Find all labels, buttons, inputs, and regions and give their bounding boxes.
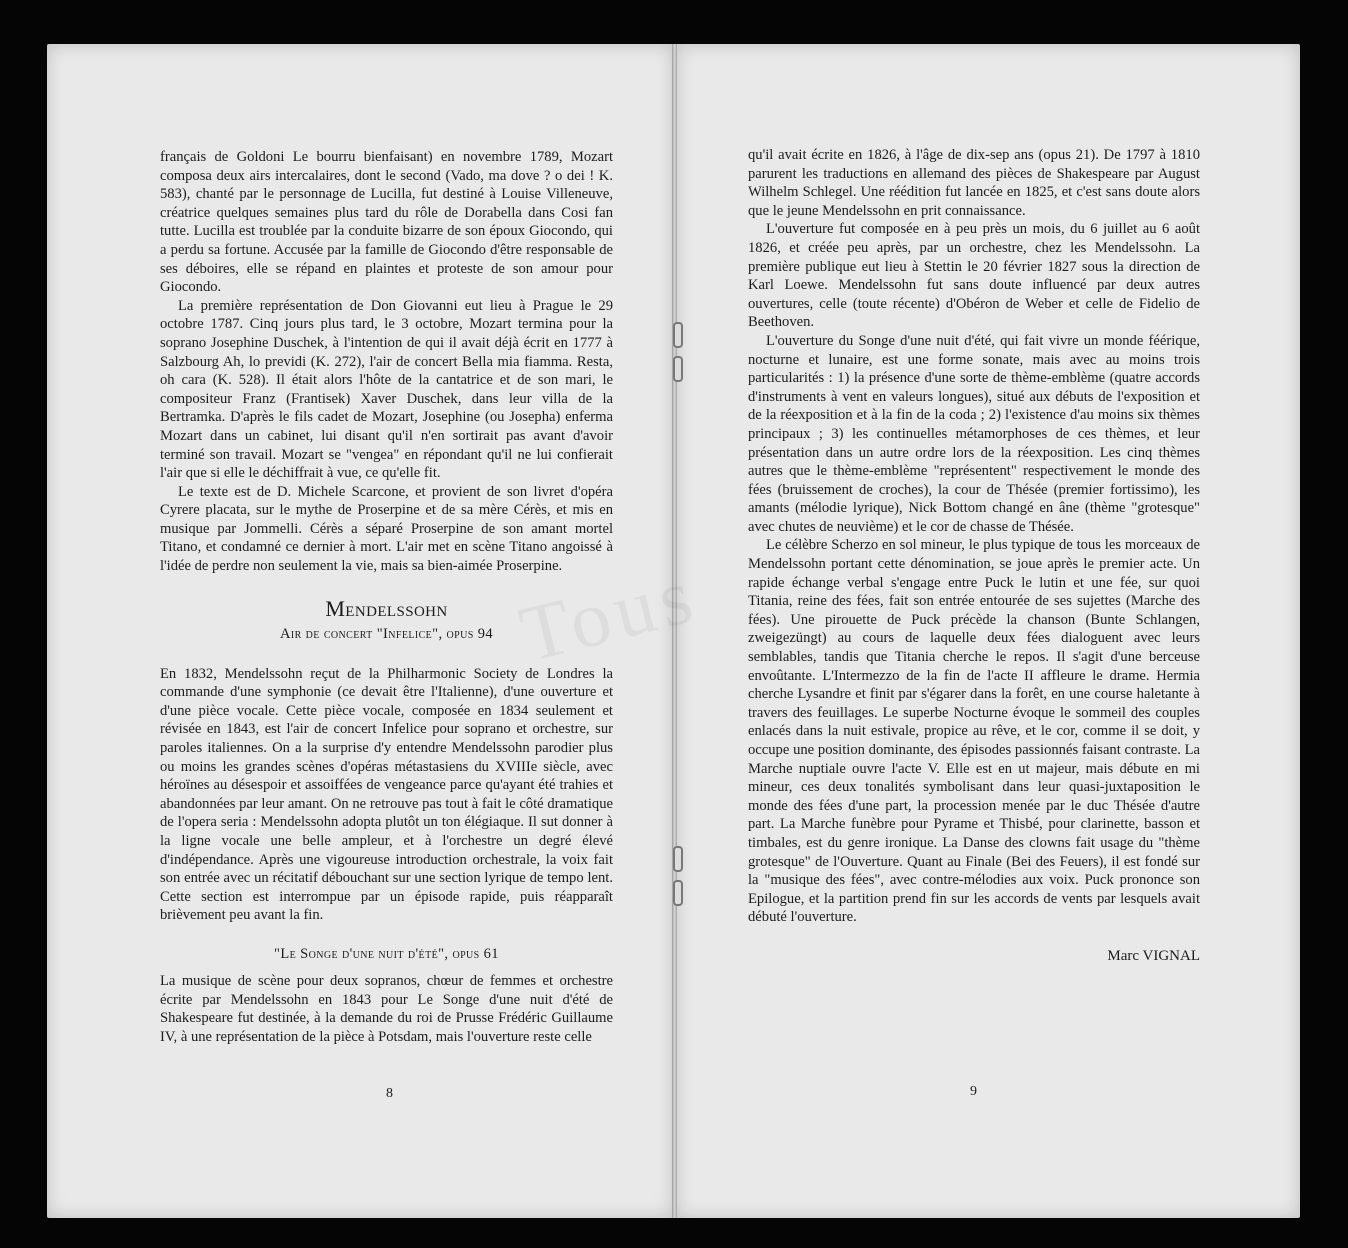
- paragraph: qu'il avait écrite en 1826, à l'âge de dix-sep ans (opus 21). De 1797 à 1810 parurent les traductions en allemand des pièces de Shakespeare par August Wilhelm Schlegel. Une réédition fut lancée en 1825, et c'est sans doute alors que le jeune Mendelssohn en prit connaissance.: [748, 147, 1200, 219]
- section-heading: Mendelssohn: [325, 595, 448, 621]
- staple-icon: [673, 846, 683, 872]
- author-signature: Marc VIGNAL: [1107, 947, 1200, 964]
- paragraph: Le texte est de D. Michele Scarcone, et provient de son livret d'opéra Cyrere placata, sur le mythe de Proserpine et de sa mère Cérès, et mis en musique par Jommelli. Cérès a séparé Proserpine de son amant mortel Titano, et condamné ce dernier à mort. L'air met en scène Titano angoissé à l'idée de perdre non seulement la vie, mais sa bien-aimée Proserpine.: [160, 483, 613, 575]
- section-subheading: "Le Songe d'une nuit d'été", opus 61: [274, 945, 499, 962]
- paragraph: La première représentation de Don Giovanni eut lieu à Prague le 29 octobre 1787. Cinq jours plus tard, le 3 octobre, Mozart termina pour la soprano Josephine Duschek, à l'intention de qui il avait déjà écrit en 1777 à Salzbourg Ah, lo previdi (K. 272), l'air de concert Bella mia fiamma. Resta, oh cara (K. 528). Il était alors l'hôte de la cantatrice et de son mari, le compositeur Franz (Frantisek) Xaver Duschek, dans leur villa de la Bertramka. D'après le fils cadet de Mozart, Josephine (ou Josepha) enferma Mozart dans un cabinet, lui disant qu'il n'en sortirait pas avant d'avoir terminé son travail. Mozart se "vengea" en répondant qu'il ne lui confierait l'air que si elle le déchiffrait à vue, ce qu'elle fit.: [160, 297, 613, 482]
- staple-icon: [673, 356, 683, 382]
- right-text-column: [748, 146, 1200, 966]
- staple-icon: [673, 880, 683, 906]
- left-text-column: [160, 148, 613, 1046]
- paragraph: L'ouverture fut composée en à peu près un mois, du 6 juillet au 6 août 1826, et créée peu après, par un orchestre, chez les Mendelssohn. La première publique eut lieu à Stettin le 20 février 1827 sous la direction de Karl Loewe. Mendelssohn fut sans doute influencé par deux autres ouvertures, celle (toute récente) d'Obéron de Weber et celle de Fidelio de Beethoven.: [748, 221, 1200, 331]
- paragraph: La musique de scène pour deux sopranos, chœur de femmes et orchestre écrite par Mendelssohn en 1843 pour Le Songe d'une nuit d'été de Shakespeare fut destinée, à la demande du roi de Prusse Frédéric Guillaume IV, à une représentation de la pièce à Potsdam, mais l'ouverture reste celle: [160, 972, 613, 1045]
- paragraph: L'ouverture du Songe d'une nuit d'été, qui fait vivre un monde féérique, nocturne et lunaire, est une forme sonate, mais avec au moins trois particularités : 1) la présence d'une sorte de thème-emblème (quatre accords d'instruments à vent en valeurs longues), situé aux débuts de l'exposition et de la réexposition et à la fin de la coda ; 2) l'existence d'au moins six thèmes principaux ; 3) les continuelles métamorphoses de ces thèmes, et leur présentation dans un autre ordre lors de la réexposition. Les cinq thèmes autres que le thème-emblème "représentent" respectivement le monde des fées (bruissement de croches), la cour de Thésée (premier fortissimo), les amants (mélodie lyrique), Nick Bottom changé en âne (thème "grotesque" avec chutes de neuvième) et le cor de chasse de Thésée.: [748, 332, 1200, 535]
- page-number: 8: [386, 1086, 393, 1101]
- watermark: Tous: [511, 550, 707, 680]
- paragraph: En 1832, Mendelssohn reçut de la Philharmonic Society de Londres la commande d'une symphonie (ce devait être l'Italienne), d'une ouverture et d'une pièce vocale. Cette pièce vocale, composée en 1834 seulement et révisée en 1843, est l'air de concert Infelice pour soprano et orchestre, sur paroles italiennes. On a la surprise d'y entendre Mendelssohn parodier plus ou moins les grandes scènes d'opéras métastasiens du XVIIIe siècle, avec héroïnes au désespoir et assoiffées de vengeance parce qu'ayant été trahies et abandonnées par leur amant. On ne retrouve pas tout à fait le côté dramatique de l'opera seria : Mendelssohn adopta plutôt un ton élégiaque. Il sut donner à la ligne vocale une belle ampleur, et à l'orchestre un degré élevé d'indépendance. Après une vigoureuse introduction orchestrale, la voix fait son entrée avec un récitatif débouchant sur une section lyrique de tempo lent. Cette section est interrompue par un épisode rapide, puis réapparaît brièvement peu avant la fin.: [160, 665, 613, 924]
- page-number: 9: [970, 1084, 977, 1099]
- paragraph: Le célèbre Scherzo en sol mineur, le plus typique de tous les morceaux de Mendelssohn portant cette dénomination, se joue après le premier acte. Un rapide échange verbal s'engage entre Puck le lutin et une fée, sur quoi Titania, reine des fées, fait son entrée entourée de ses sujettes (Marche des fées). Une pirouette de Puck précède la chanson (Bunte Schlangen, zweigezüngt) au cours de laquelle deux fées dialoguent avec leurs semblables, tandis que Titania cherche le repos. Il s'agit d'une berceuse envoûtante. L'Intermezzo de la fin de l'acte II affleure le drame. Hermia cherche Lysandre et finit par s'égarer dans la forêt, en une course haletante à travers des feuillages. Le superbe Nocturne évoque le sommeil des couples enlacés dans la nuit estivale, propice au rêve, et le cor, comme il se doit, y occupe une position dominante, des épisodes passionnés faisant contraste. La Marche nuptiale ouvre l'acte V. Elle est en ut majeur, mais débute en mi mineur, ces deux tonalités symbolisant dans leur quasi-juxtaposition le monde des fées d'une part, la procession menée par le duc Thésée d'autre part. La Marche funèbre pour Pyrame et Thisbé, pour clarinette, basson et timbales, est du genre ironique. La Danse des clowns fait usage du "thème grotesque" de l'Ouverture. Quant au Finale (Bei des Feuers), il est fondé sur la "musique des fées", avec contre-mélodies aux voix. Puck prononce son Epilogue, et la partition prend fin sur les accords de vents par lesquels avait débuté l'ouverture.: [748, 537, 1200, 926]
- staple-icon: [673, 322, 683, 348]
- section-subheading: Air de concert "Infelice", opus 94: [279, 625, 494, 642]
- paragraph: français de Goldoni Le bourru bienfaisant) en novembre 1789, Mozart composa deux airs intercalaires, dont le second (Vado, ma dove ? o dei ! K. 583), chanté par le personnage de Lucilla, fut destiné à Louise Villeneuve, créatrice quelques semaines plus tard du rôle de Dorabella dans Cosi fan tutte. Lucilla est troublée par la conduite bizarre de son époux Giocondo, qui a perdu sa fortune. Accusée par la famille de Giocondo d'être responsable de ses déboires, elle se répand en plaintes et proteste de son amour pour Giocondo.: [160, 149, 613, 296]
